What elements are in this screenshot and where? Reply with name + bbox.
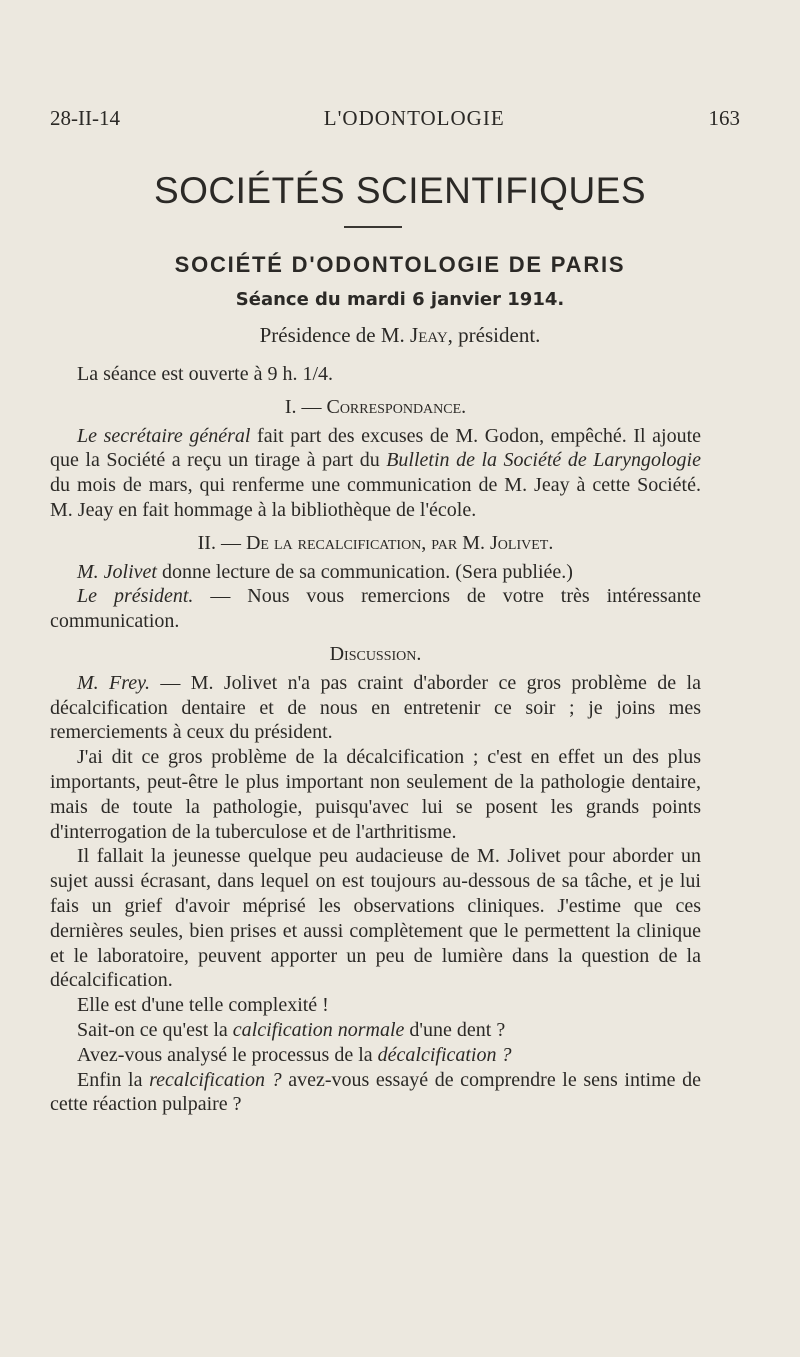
jolivet-paragraph: M. Jolivet donne lecture de sa communication. (Sera publiée.) <box>77 560 573 583</box>
title-divider <box>344 226 402 228</box>
discussion-paragraph-3: Il fallait la jeunesse quelque peu audacieuse de M. Jolivet pour aborder un sujet aussi écrasant, dans lequel on est toujours au-dessous de sa tâche, et je lui fais un grief d'avoir méprisé les observations cliniques. J'estime que ces dernières seules, bien prises et aussi complètement que le permettent la clinique et le laboratoire, peuvent apporter un peu de lumière dans la question de la décalcification. <box>50 845 701 992</box>
presidence-suffix: , président. <box>447 323 541 347</box>
section-title: SOCIÉTÉS SCIENTIFIQUES <box>153 170 647 211</box>
speaker-president: Le président. <box>77 585 194 608</box>
body-text <box>50 362 701 1117</box>
heading-recalcification: II. — De la recalcification, par M. Jolivet. <box>197 531 554 554</box>
correspondance-paragraph: Le secrétaire général fait part des excuses de M. Godon, empêché. Il ajoute que la Société a reçu un tirage à part du Bulletin de la Société de Laryngologie du mois de mars, qui renferme une communication de M. Jeay à cette Société. M. Jeay en fait hommage à la bibliothèque de l'école. <box>50 424 701 521</box>
discussion-paragraph-6: Avez-vous analysé le processus de la décalcification ? <box>77 1043 512 1066</box>
discussion-paragraph-4: Elle est d'une telle complexité ! <box>77 994 329 1017</box>
president-name: Jeay <box>410 323 448 347</box>
heading-discussion: Discussion. <box>329 642 422 665</box>
presidence-line <box>0 323 800 348</box>
page-number: 163 <box>708 106 740 130</box>
presidence-prefix: Présidence de M. <box>259 323 411 347</box>
running-head <box>50 106 740 136</box>
journal-title: L'ODONTOLOGIE <box>323 106 505 130</box>
society-name: SOCIÉTÉ D'ODONTOLOGIE DE PARIS <box>174 252 626 277</box>
frey-paragraph: M. Frey. — M. Jolivet n'a pas craint d'aborder ce gros problème de la décalcification dentaire et de nous en entretenir ce soir ; je joins mes remerciements à ceux du président. <box>50 671 701 744</box>
speaker-secretaire: Le secrétaire général <box>77 424 251 447</box>
heading-correspondance: I. — Correspondance. <box>284 395 467 418</box>
discussion-paragraph-2: J'ai dit ce gros problème de la décalcification ; c'est en effet un des plus importants, peut-être le plus important non seulement de la pathologie dentaire, mais de toute la pathologie, puisqu'avec lui se posent les grands points d'interrogation de la tuberculose et de l'arthritisme. <box>50 746 701 843</box>
bulletin-title: Bulletin de la Société de Laryngologie <box>386 449 701 472</box>
discussion-paragraph-5: Sait-on ce qu'est la calcification normale d'une dent ? <box>77 1018 506 1041</box>
speaker-jolivet: M. Jolivet <box>77 560 157 583</box>
session-date: Séance du mardi 6 janvier 1914. <box>235 289 565 310</box>
discussion-paragraph-7: Enfin la recalcification ? avez-vous essayé de comprendre le sens intime de cette réaction pulpaire ? <box>50 1068 701 1116</box>
opening-paragraph: La séance est ouverte à 9 h. 1/4. <box>77 363 334 385</box>
president-paragraph: Le président. — Nous vous remercions de votre très intéressante communication. <box>50 585 701 633</box>
issue-date: 28-II-14 <box>50 106 120 130</box>
speaker-frey: M. Frey. <box>77 671 150 694</box>
